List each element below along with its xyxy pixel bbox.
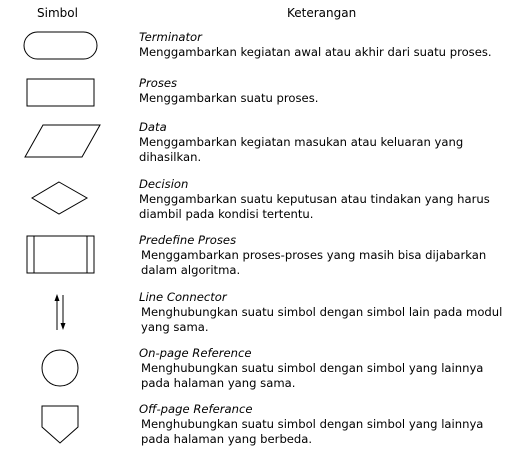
off-page-reference-term: Off-page Referance xyxy=(139,402,253,416)
line-connector-text: Menghubungkan suatu simbol dengan simbol lain pada modul yang sama. xyxy=(141,305,503,334)
process-icon xyxy=(18,76,104,108)
decision-text: Menggambarkan suatu keputusan atau tindakan yang harus diambil pada kondisi tertentu. xyxy=(139,192,490,221)
terminator-description xyxy=(139,30,505,60)
on-page-reference-description xyxy=(139,346,505,391)
decision-description xyxy=(139,177,505,222)
predefined-process-term: Predefine Proses xyxy=(139,233,237,247)
symbol-column-header: Simbol xyxy=(37,6,78,20)
process-description xyxy=(139,76,505,106)
line-connector-description xyxy=(139,290,505,335)
process-term: Proses xyxy=(139,76,178,90)
predefined-process-icon xyxy=(18,233,104,275)
description-column-header: Keterangan xyxy=(287,6,357,20)
data-term: Data xyxy=(139,120,167,134)
process-text: Menggambarkan suatu proses. xyxy=(139,91,319,105)
line-connector-icon xyxy=(18,290,104,334)
predefined-process-text: Menggambarkan proses-proses yang masih bisa dijabarkan dalam algoritma. xyxy=(141,248,487,277)
line-connector-term: Line Connector xyxy=(139,290,227,304)
on-page-reference-text: Menghubungkan suatu simbol dengan simbol yang lainnya pada halaman yang sama. xyxy=(141,361,484,390)
predefined-process-description xyxy=(139,233,505,278)
data-description xyxy=(139,120,505,165)
data-text: Menggambarkan kegiatan masukan atau keluaran yang dihasilkan. xyxy=(139,135,464,164)
off-page-reference-text: Menghubungkan suatu simbol dengan simbol yang lainnya pada halaman yang berbeda. xyxy=(141,417,484,446)
off-page-reference-description xyxy=(139,402,505,447)
terminator-text: Menggambarkan kegiatan awal atau akhir dari suatu proses. xyxy=(139,45,492,59)
data-icon xyxy=(18,120,104,160)
on-page-reference-icon xyxy=(18,346,104,390)
off-page-reference-icon xyxy=(18,402,104,448)
decision-term: Decision xyxy=(139,177,189,191)
terminator-icon xyxy=(18,30,104,62)
terminator-term: Terminator xyxy=(139,30,202,44)
decision-icon xyxy=(18,177,104,217)
on-page-reference-term: On-page Reference xyxy=(139,346,252,360)
